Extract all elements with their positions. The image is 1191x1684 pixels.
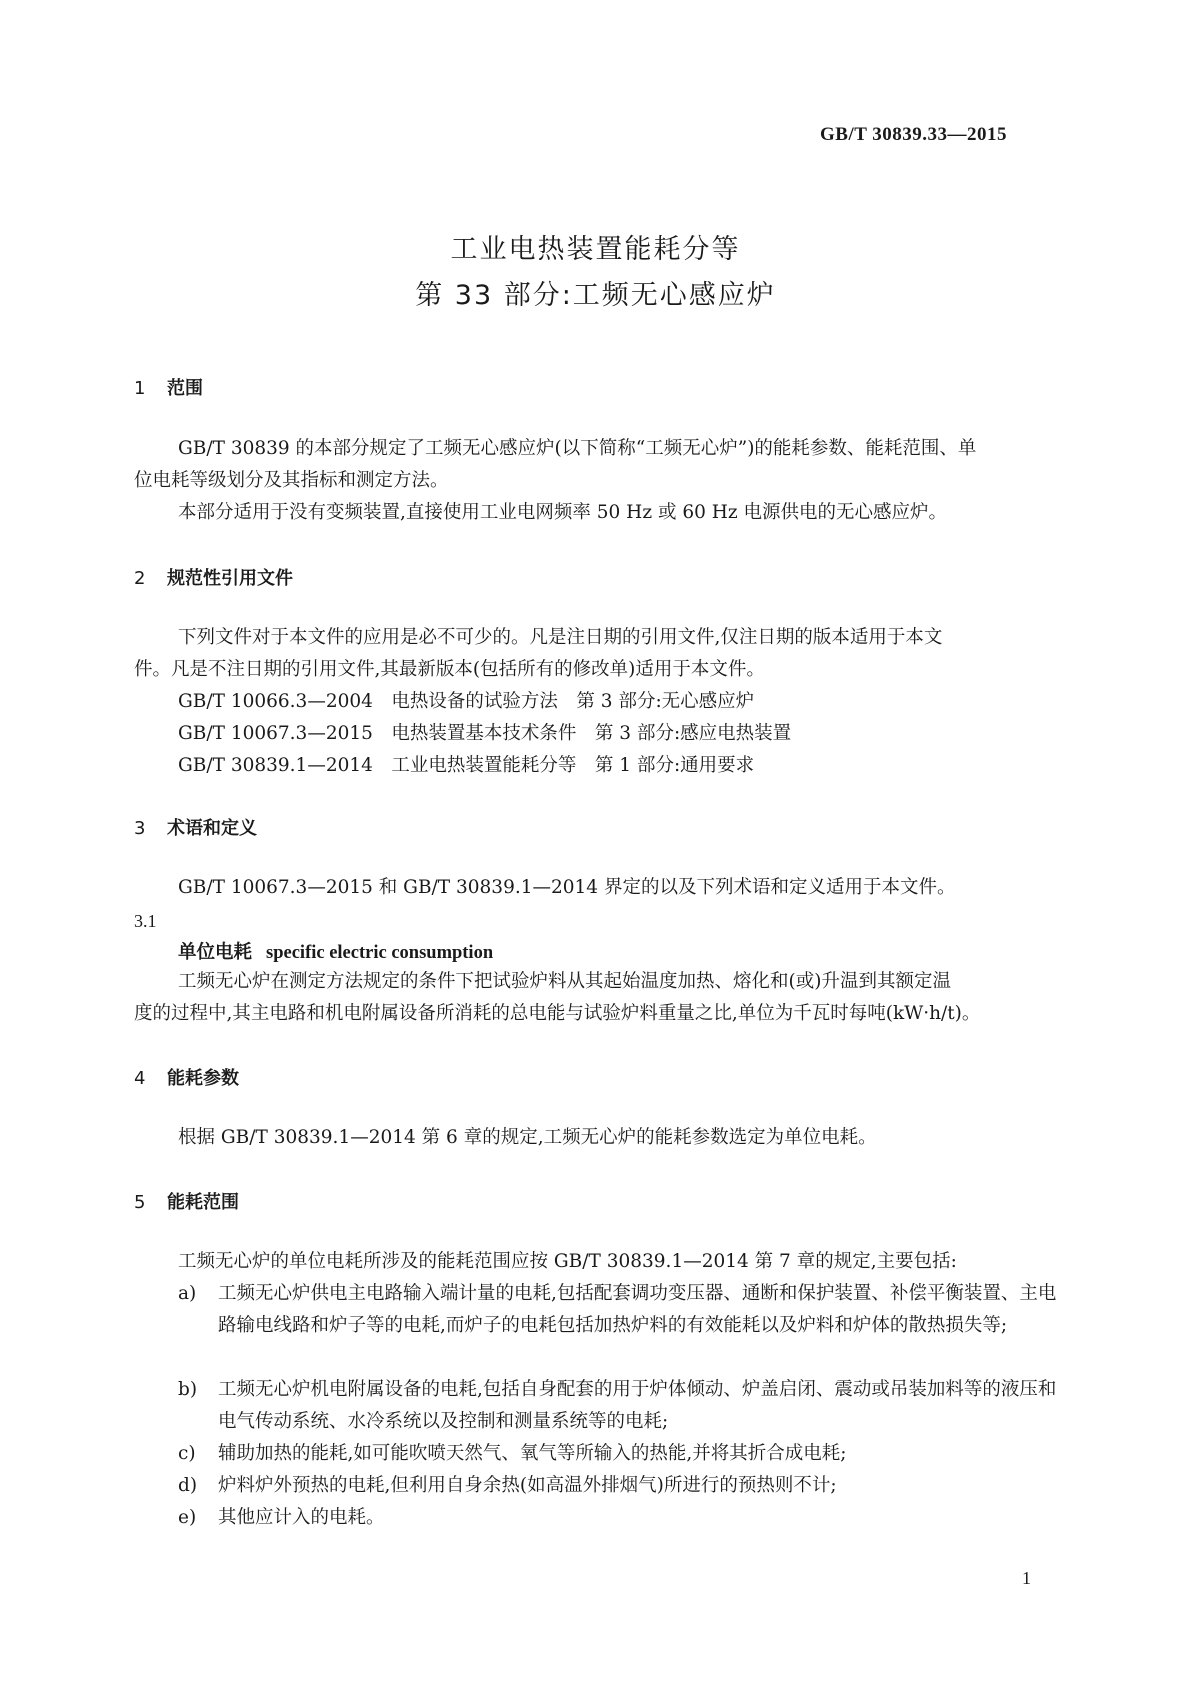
list-item: [178, 1374, 1068, 1438]
section-number: 3: [134, 818, 146, 839]
paragraph: 件。凡是不注日期的引用文件,其最新版本(包括所有的修改单)适用于本文件。: [134, 659, 765, 680]
list-text: 其他应计入的电耗。: [218, 1507, 385, 1528]
list-label: e): [178, 1507, 197, 1528]
section-number: 4: [134, 1068, 146, 1089]
paragraph: GB/T 10067.3—2015 和 GB/T 30839.1—2014 界定的以及下列术语和定义适用于本文件。: [178, 877, 956, 898]
reference-item: GB/T 30839.1—2014 工业电热装置能耗分等 第 1 部分:通用要求: [178, 755, 755, 776]
section-title: 能耗参数: [167, 1068, 239, 1089]
paragraph: 根据 GB/T 30839.1—2014 第 6 章的规定,工频无心炉的能耗参数选定为单位电耗。: [178, 1127, 877, 1148]
list-item: [178, 1278, 1068, 1342]
term-definition: 度的过程中,其主电路和机电附属设备所消耗的总电能与试验炉料重量之比,单位为千瓦时每吨(kW·h/t)。: [134, 1003, 981, 1024]
list-item: [178, 1470, 1068, 1502]
paragraph: 位电耗等级划分及其指标和测定方法。: [134, 470, 449, 491]
reference-list: [178, 686, 791, 782]
section-number: 5: [134, 1192, 146, 1213]
paragraph: GB/T 30839 的本部分规定了工频无心感应炉(以下简称“工频无心炉”)的能耗参数、能耗范围、单: [178, 438, 977, 459]
list-label: b): [178, 1379, 198, 1400]
term-name-cn: 单位电耗: [178, 942, 253, 963]
reference-item: GB/T 10066.3—2004 电热设备的试验方法 第 3 部分:无心感应炉: [178, 691, 755, 712]
section-3-heading: [134, 814, 257, 840]
term-definition: 工频无心炉在测定方法规定的条件下把试验炉料从其起始温度加热、熔化和(或)升温到其额定温: [178, 971, 951, 992]
list-label: c): [178, 1443, 196, 1464]
list-label: d): [178, 1475, 198, 1496]
document-title: 工业电热装置能耗分等: [450, 234, 741, 265]
section-title: 规范性引用文件: [167, 568, 293, 589]
list-text: 工频无心炉供电主电路输入端计量的电耗,包括配套调功变压器、通断和保护装置、补偿平衡装置、主电路输电线路和炉子等的电耗,而炉子的电耗包括加热炉料的有效能耗以及炉料和炉体的散热损失等;: [218, 1283, 1057, 1336]
section-number: 1: [134, 378, 146, 399]
reference-item: GB/T 10067.3—2015 电热装置基本技术条件 第 3 部分:感应电热装置: [178, 723, 792, 744]
list-text: 工频无心炉机电附属设备的电耗,包括自身配套的用于炉体倾动、炉盖启闭、震动或吊装加料等的液压和电气传动系统、水冷系统以及控制和测量系统等的电耗;: [218, 1379, 1057, 1432]
section-2-heading: [134, 564, 293, 590]
section-4-heading: [134, 1064, 239, 1090]
list-item: [178, 1502, 1068, 1534]
paragraph: 本部分适用于没有变频装置,直接使用工业电网频率 50 Hz 或 60 Hz 电源供电的无心感应炉。: [178, 502, 948, 523]
list-label: a): [178, 1283, 197, 1304]
term-number: 3.1: [134, 911, 157, 931]
section-number: 2: [134, 568, 146, 589]
term-name: [178, 938, 493, 964]
standard-number: GB/T 30839.33—2015: [820, 124, 1008, 145]
list-text: 辅助加热的能耗,如可能吹喷天然气、氧气等所输入的热能,并将其折合成电耗;: [218, 1443, 847, 1464]
section-title: 术语和定义: [167, 818, 257, 839]
section-5-heading: [134, 1188, 239, 1214]
document-subtitle: 第 33 部分:工频无心感应炉: [415, 280, 776, 311]
term-name-en: specific electric consumption: [266, 943, 494, 963]
section-1-heading: [134, 374, 203, 400]
section-title: 范围: [167, 378, 203, 399]
paragraph: 下列文件对于本文件的应用是必不可少的。凡是注日期的引用文件,仅注日期的版本适用于本文: [178, 627, 943, 648]
paragraph: 工频无心炉的单位电耗所涉及的能耗范围应按 GB/T 30839.1—2014 第 7 章的规定,主要包括:: [178, 1251, 957, 1272]
section-title: 能耗范围: [167, 1192, 239, 1213]
list-item: [178, 1438, 1068, 1470]
page-number: 1: [1022, 1568, 1031, 1588]
list-text: 炉料炉外预热的电耗,但利用自身余热(如高温外排烟气)所进行的预热则不计;: [218, 1475, 837, 1496]
